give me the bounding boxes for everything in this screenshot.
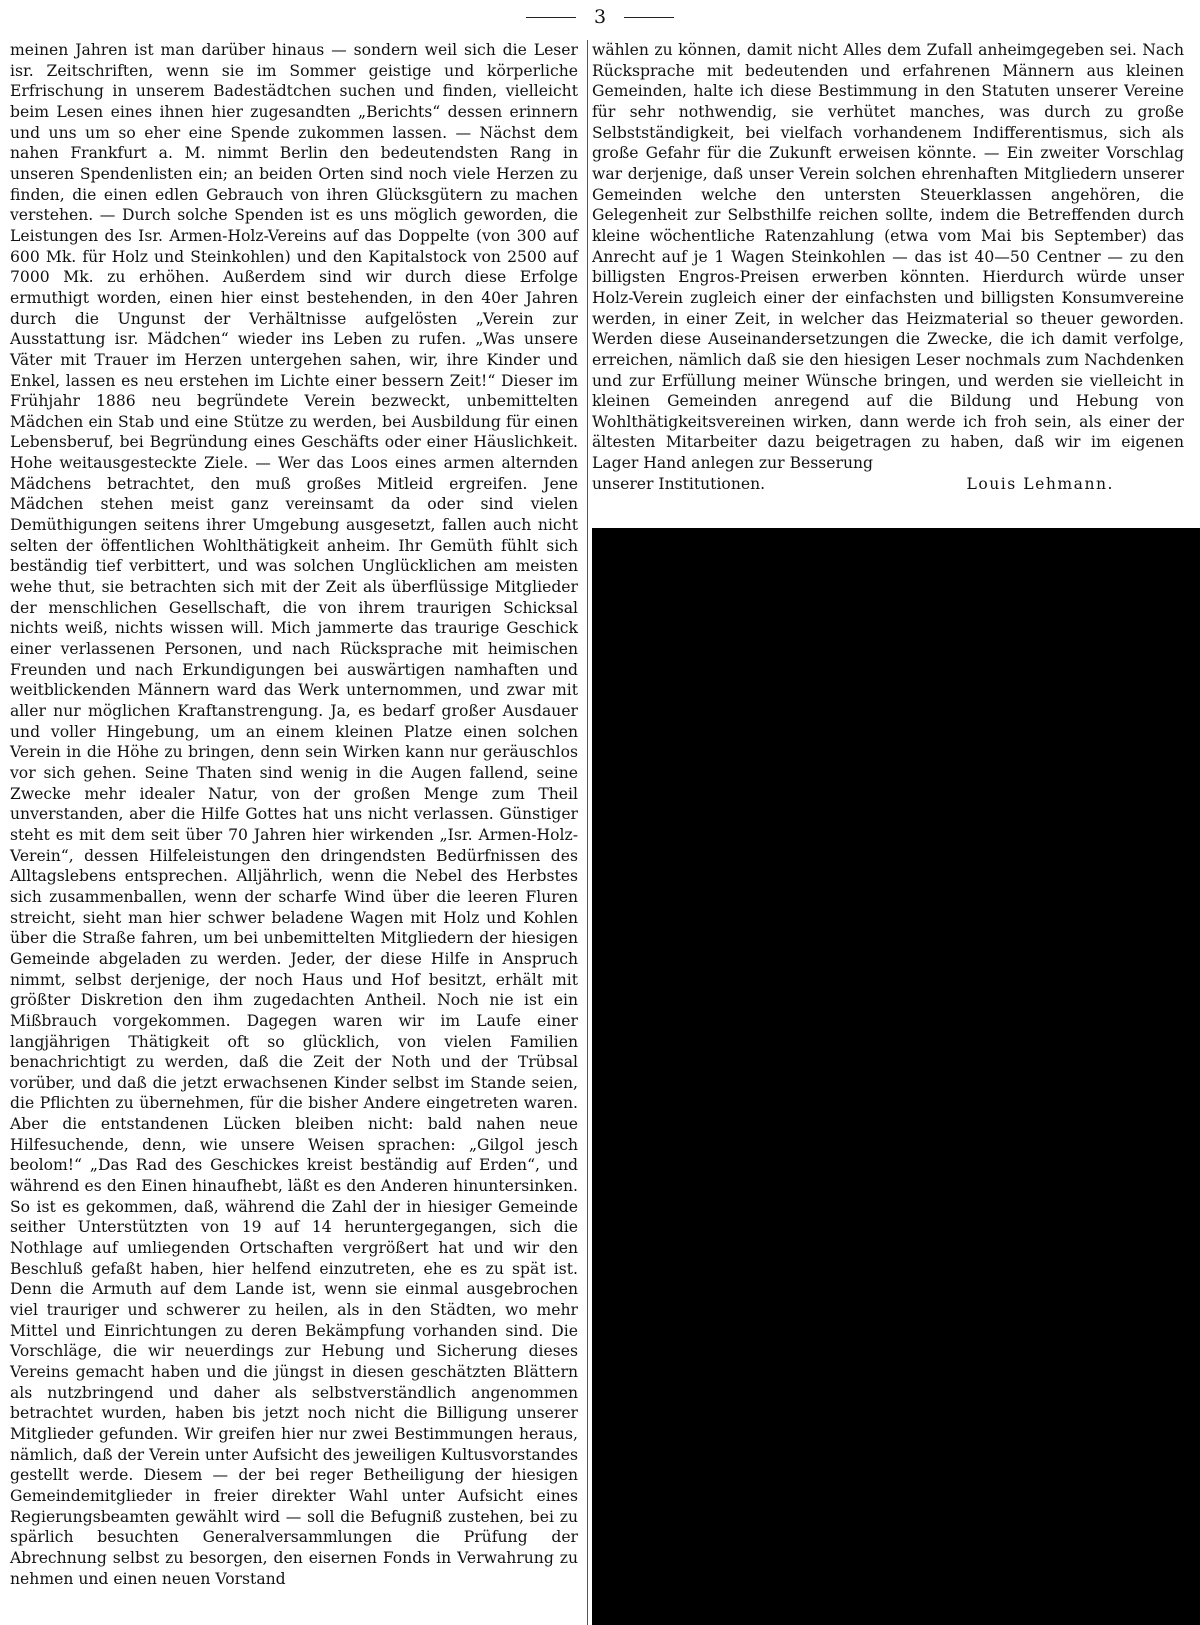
- author-signature: Louis Lehmann.: [966, 474, 1114, 493]
- right-column: [592, 40, 1184, 494]
- closing-line: [592, 474, 1184, 495]
- left-column-text: meinen Jahren ist man darüber hinaus — sondern weil sich die Leser isr. Zeitschriften, wenn sie im Sommer geistige und körperliche Erfrischung in unserem Badestädtchen suchen und finden, vielleicht beim Lesen eines ihnen hier zugesandten „Berichts“ dessen erinnern und uns um so eher eine Spende zukommen lassen. — Nächst dem nahen Frankfurt a. M. nimmt Berlin den bedeutendsten Rang in unseren Spendenlisten ein; an beiden Orten sind noch viele Herzen zu finden, die einen edlen Gebrauch von ihren Glücksgütern zu machen verstehen. — Durch solche Spenden ist es uns möglich geworden, die Leistungen des Isr. Armen-Holz-Vereins auf das Doppelte (von 300 auf 600 Mk. für Holz und Steinkohlen) und den Kapitalstock von 2500 auf 7000 Mk. zu erhöhen. Außerdem sind wir durch diese Erfolge ermuthigt worden, einen hier einst bestehenden, in den 40er Jahren durch die Ungunst der Verhältnisse aufgelösten „Verein zur Ausstattung isr. Mädchen“ wieder ins Leben zu rufen. „Was unsere Väter mit Trauer im Herzen untergehen sahen, wir, ihre Kinder und Enkel, lassen es neu erstehen im Lichte einer bessern Zeit!“ Dieser im Frühjahr 1886 neu begründete Verein bezweckt, unbemittelten Mädchen ein Stab und eine Stütze zu werden, bei Ausbildung für einen Lebensberuf, bei Begründung eines Geschäfts oder einer Häuslichkeit. Hohe weitausgesteckte Ziele. — Wer das Loos eines armen alternden Mädchens betrachtet, den muß großes Mitleid ergreifen. Jene Mädchen stehen meist ganz vereinsamt da oder sind vielen Demüthigungen seitens ihrer Umgebung ausgesetzt, fallen auch nicht selten der öffentlichen Wohlthätigkeit anheim. Ihr Gemüth fühlt sich beständig tief verbittert, und was solchen Unglücklichen am meisten wehe thut, sie betrachten sich mit der Zeit als überflüssige Mitglieder der menschlichen Gesellschaft, die von ihrem traurigen Schicksal nichts weiß, nichts wissen will. Mich jammerte das traurige Geschick einer verlassenen Personen, und nach Rücksprache mit heimischen Freunden und nach Erkundigungen bei auswärtigen namhaften und weitblickenden Männern ward das Werk unternommen, und zwar mit aller nur möglichen Kraftanstrengung. Ja, es bedarf großer Ausdauer und voller Hingebung, um an einem kleinen Platze einen solchen Verein in die Höhe zu bringen, denn sein Wirken kann nur geräuschlos vor sich gehen. Seine Thaten sind wenig in die Augen fallend, seine Zwecke mehr idealer Natur, von der großen Menge zum Theil unverstanden, aber die Hilfe Gottes hat uns nicht verlassen. Günstiger steht es mit dem seit über 70 Jahren hier wirkenden „Isr. Armen-Holz-Verein“, dessen Hilfeleistungen den dringendsten Bedürfnissen des Alltagslebens entsprechen. Alljährlich, wenn die Nebel des Herbstes sich zusammenballen, wenn der scharfe Wind über die leeren Fluren streicht, sieht man hier schwer beladene Wagen mit Holz und Kohlen über die Straße fahren, um bei unbemittelten Mitgliedern der hiesigen Gemeinde abgeladen zu werden. Jeder, der diese Hilfe in Anspruch nimmt, selbst derjenige, der noch Haus und Hof besitzt, erhält mit größter Diskretion den ihm zugedachten Antheil. Noch nie ist ein Mißbrauch vorgekommen. Dagegen waren wir im Laufe einer langjährigen Thätigkeit oft so glücklich, von vielen Familien benachrichtigt zu werden, daß die Zeit der Noth und der Trübsal vorüber, und daß die jetzt erwachsenen Kinder selbst im Stande seien, die Pflichten zu übernehmen, für die bisher Andere eingetreten waren. Aber die entstandenen Lücken bleiben nicht: bald nahen neue Hilfesuchende, denn, wie unsere Weisen sprachen: „Gilgol jesch beolom!“ „Das Rad des Geschickes kreist beständig auf Erden“, und während es den Einen hinaufhebt, läßt es den Anderen hinuntersinken. So ist es gekommen, daß, während die Zahl der in hiesiger Gemeinde seither Unterstützten von 19 auf 14 heruntergegangen, sich die Nothlage auf umliegenden Ortschaften vergrößert hat und wir den Beschluß gefaßt haben, hier helfend einzutreten, ehe es zu spät ist. Denn die Armuth auf dem Lande ist, wenn sie einmal ausgebrochen viel trauriger und schwerer zu heilen, als in den Städten, wo mehr Mittel und Einrichtungen zu deren Bekämpfung vorhanden sind. Die Vorschläge, die wir neuerdings zur Hebung und Sicherung dieses Vereins gemacht haben und die jüngst in diesen geschätzten Blättern als nutzbringend und daher als selbstverständlich angenommen betrachtet wurden, haben bis jetzt noch nicht die Billigung unserer Mitglieder gefunden. Wir greifen hier nur zwei Bestimmungen heraus, nämlich, daß der Verein unter Aufsicht des jeweiligen Kultusvorstandes gestellt werde. Diesem — der bei reger Betheiligung der hiesigen Gemeindemitglieder in freier direkter Wahl unter Aufsicht eines Regierungsbeamten gewählt wird — soll die Befugniß zustehen, bei zu spärlich besuchten Generalversammlungen die Prüfung der Abrechnung selbst zu besorgen, den eisernen Fonds in Verwahrung zu nehmen und einen neuen Vorstand: [10, 41, 578, 1588]
- right-column-text: wählen zu können, damit nicht Alles dem Zufall anheimgegeben sei. Nach Rücksprache mit bedeutenden und erfahrenen Männern aus kleinen Gemeinden, halte ich diese Bestimmung in den Statuten unserer Vereine für sehr nothwendig, sie verhütet manches, was durch zu große Selbstständigkeit, bei vielfach vorhandenem Indifferentismus, sich als große Gefahr für die Zukunft erweisen könnte. — Ein zweiter Vorschlag war derjenige, daß unser Verein solchen ehrenhaften Mitgliedern unserer Gemeinden welche den untersten Steuerklassen angehören, die Gelegenheit zur Selbsthilfe reichen sollte, indem die Betreffenden durch kleine wöchentliche Ratenzahlung (etwa vom Mai bis September) das Anrecht auf je 1 Wagen Steinkohlen — das ist 40—50 Centner — zu den billigsten Engros-Preisen erwerben könnten. Hierdurch würde unser Holz-Verein zugleich einer der einfachsten und billigsten Konsumvereine werden, in einer Zeit, in welcher das Heizmaterial so theuer geworden. Werden diese Auseinandersetzungen die Zwecke, die ich damit verfolge, erreichen, nämlich daß sie den hiesigen Leser nochmals zum Nachdenken und zur Erfüllung meiner Wünsche bringen, und werden sie vielleicht in kleinen Gemeinden anregend auf die Bildung und Hebung von Wohlthätigkeitsvereinen wirken, dann werde ich froh sein, als einer der ältesten Mitarbeiter dazu beigetragen zu haben, daß wir im eigenen Lager Hand anlegen zur Besserung: [592, 41, 1184, 473]
- left-column: [10, 40, 578, 1589]
- closing-text: unserer Institutionen.: [592, 474, 766, 493]
- header-rule-right: [624, 17, 674, 18]
- header-rule-left: [526, 17, 576, 18]
- black-redaction-area: [592, 528, 1200, 1625]
- page-header: [0, 4, 1200, 30]
- column-separator: [587, 40, 588, 1625]
- page-number: 3: [593, 5, 607, 28]
